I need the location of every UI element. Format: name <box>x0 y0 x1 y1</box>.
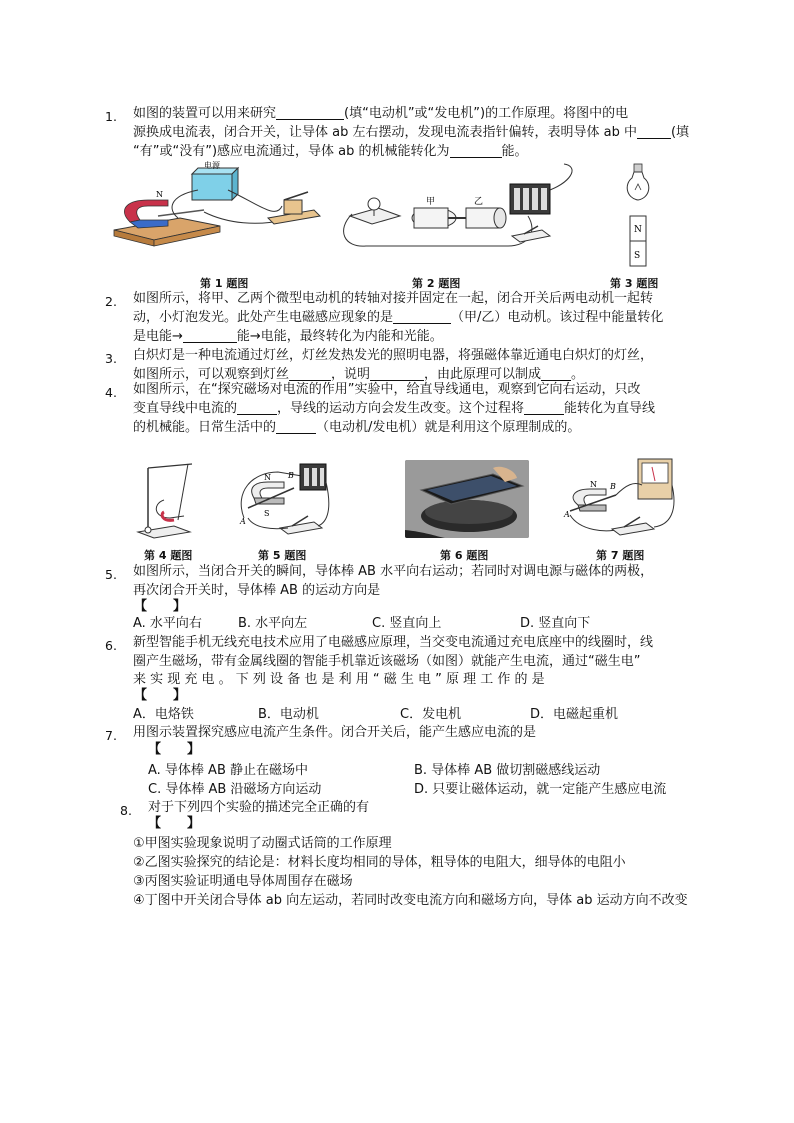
q6-option-c[interactable]: C．发电机 <box>400 707 462 722</box>
q7-option-d[interactable]: D. 只要让磁体运动，就一定能产生感应电流 <box>414 782 667 797</box>
q6-line3: 来 实 现 充 电 。 下 列 设 备 也 是 利 用 “ 磁 生 电 ” 原 理 工 作 的 是 <box>133 672 545 687</box>
q8-item-1: ①甲图实验现象说明了动圈式话筒的工作原理 <box>133 836 392 851</box>
q5-option-c[interactable]: C. 竖直向上 <box>372 616 442 631</box>
q7-line1: 用图示装置探究感应电流产生条件。闭合开关后，能产生感应电流的是 <box>133 725 537 740</box>
q4-line1: 如图所示，在“探究磁场对电流的作用”实验中，给直导线通电，观察到它向右运动，只改 <box>133 382 641 397</box>
q7-option-a[interactable]: A. 导体棒 AB 静止在磁场中 <box>148 763 309 778</box>
figure-6-wireless-charging-photo <box>405 460 529 538</box>
q6-answer-bracket[interactable]: 【 】 <box>134 688 187 703</box>
fig1-power-label: 电源 <box>204 161 220 170</box>
q4-blank1[interactable] <box>237 400 277 415</box>
q1-blank1[interactable] <box>276 105 344 120</box>
fig5-S-label: S <box>264 509 270 518</box>
fig5-N-label: N <box>264 473 271 482</box>
fig3-S-label: S <box>634 251 641 261</box>
q7-option-b[interactable]: B. 导体棒 AB 做切割磁感线运动 <box>414 763 601 778</box>
fig5-B-label: B <box>288 471 294 480</box>
q7-answer-bracket[interactable]: 【 】 <box>148 742 201 757</box>
caption-fig-4: 第 4 题图 <box>144 549 193 562</box>
figure-3-bulb-and-magnet <box>618 160 658 270</box>
fig7-A-label: A <box>564 510 570 519</box>
caption-fig-3: 第 3 题图 <box>610 277 659 290</box>
q1-line1: 如图的装置可以用来研究 (填“电动机”或“发电机”)的工作原理。将图中的电 <box>133 106 629 121</box>
figure-2-two-motors-circuit <box>338 160 576 266</box>
q8-item-4: ④丁图中开关闭合导体 ab 向左运动，若同时改变电流方向和磁场方向，导体 ab 运动方向不改变 <box>133 893 688 908</box>
q4-line2: 变直导线中电流的 ，导线的运动方向会发生改变。这个过程将 能转化为直导线 <box>133 401 656 416</box>
q8-item-2: ②乙图实验探究的结论是：材料长度均相同的导体，粗导体的电阻大，细导体的电阻小 <box>133 855 626 870</box>
q3-blank3[interactable] <box>541 366 571 381</box>
caption-fig-7: 第 7 题图 <box>596 549 645 562</box>
q3-number: 3. <box>105 351 117 366</box>
q4-line3: 的机械能。日常生活中的 （电动机/发电机）就是利用这个原理制成的。 <box>133 420 581 435</box>
fig5-A-label: A <box>240 517 246 526</box>
q1-blank3[interactable] <box>450 143 502 158</box>
q5-number: 5. <box>105 567 117 582</box>
fig2-yi-label: 乙 <box>474 197 484 207</box>
q5-answer-bracket[interactable]: 【 】 <box>134 599 187 614</box>
q5-line1: 如图所示，当闭合开关的瞬间，导体棒 AB 水平向右运动；若同时对调电源与磁体的两极， <box>133 564 654 579</box>
q3-line2: 如图所示，可以观察到灯丝 ，说明 ，由此原理可以制成 。 <box>133 367 585 382</box>
q7-number: 7. <box>105 728 117 743</box>
q5-option-d[interactable]: D. 竖直向下 <box>520 616 591 631</box>
q2-number: 2. <box>105 294 117 309</box>
q2-line1: 如图所示，将甲、乙两个微型电动机的转轴对接并固定在一起，闭合开关后两电动机一起转 <box>133 291 654 306</box>
q1-blank2[interactable] <box>637 124 671 139</box>
q8-answer-bracket[interactable]: 【 】 <box>148 816 201 831</box>
q4-number: 4. <box>105 385 117 400</box>
fig7-B-label: B <box>610 482 616 491</box>
q6-option-d[interactable]: D．电磁起重机 <box>530 707 619 722</box>
q7-option-c[interactable]: C. 导体棒 AB 沿磁场方向运动 <box>148 782 322 797</box>
q6-line2: 圈产生磁场，带有金属线圈的智能手机靠近该磁场（如图）就能产生电流，通过“磁生电” <box>133 654 641 669</box>
q2-blank2[interactable] <box>183 328 237 343</box>
fig1-N-label: N <box>156 190 163 199</box>
figure-4-wire-in-magnet <box>134 460 196 542</box>
caption-fig-2: 第 2 题图 <box>412 277 461 290</box>
q8-item-3: ③丙图实验证明通电导体周围存在磁场 <box>133 874 353 889</box>
q6-option-a[interactable]: A．电烙铁 <box>133 707 194 722</box>
q2-line3: 是电能→ 能→电能，最终转化为内能和光能。 <box>133 329 443 344</box>
q3-blank1[interactable] <box>289 366 331 381</box>
q6-option-b[interactable]: B．电动机 <box>258 707 319 722</box>
q1-number: 1. <box>105 109 117 124</box>
caption-fig-1: 第 1 题图 <box>200 277 249 290</box>
q3-blank2[interactable] <box>370 366 424 381</box>
q2-line2: 动，小灯泡发光。此处产生电磁感应现象的是 （甲/乙）电动机。该过程中能量转化 <box>133 310 664 325</box>
q5-option-a[interactable]: A. 水平向右 <box>133 616 202 631</box>
q5-line2: 再次闭合开关时，导体棒 AB 的运动方向是 <box>133 583 381 598</box>
q8-number: 8. <box>120 803 132 818</box>
figure-5-conductor-ab-circuit <box>234 458 332 542</box>
fig2-jia-label: 甲 <box>426 197 436 207</box>
q6-line1: 新型智能手机无线充电技术应用了电磁感应原理，当交变电流通过充电底座中的线圈时，线 <box>133 635 654 650</box>
figure-7-galvanometer-circuit <box>560 455 678 543</box>
q3-line1: 白炽灯是一种电流通过灯丝，灯丝发热发光的照明电器，将强磁体靠近通电白炽灯的灯丝， <box>133 348 654 363</box>
caption-fig-5: 第 5 题图 <box>258 549 307 562</box>
caption-fig-6: 第 6 题图 <box>440 549 489 562</box>
fig7-N-label: N <box>590 480 597 489</box>
q6-number: 6. <box>105 638 117 653</box>
fig3-N-label: N <box>634 225 642 235</box>
q2-blank1[interactable] <box>393 309 451 324</box>
figure-1-generator-apparatus <box>108 160 323 266</box>
q1-line2: 源换成电流表，闭合开关，让导体 ab 左右摆动，发现电流表指针偏转，表明导体 ab 中 (填 <box>133 125 690 140</box>
q1-line3: “有”或“没有”)感应电流通过，导体 ab 的机械能转化为 能。 <box>133 144 528 159</box>
q4-blank3[interactable] <box>276 419 316 434</box>
q8-line1: 对于下列四个实验的描述完全正确的有 <box>148 800 370 815</box>
q5-option-b[interactable]: B. 水平向左 <box>238 616 308 631</box>
q4-blank2[interactable] <box>524 400 564 415</box>
